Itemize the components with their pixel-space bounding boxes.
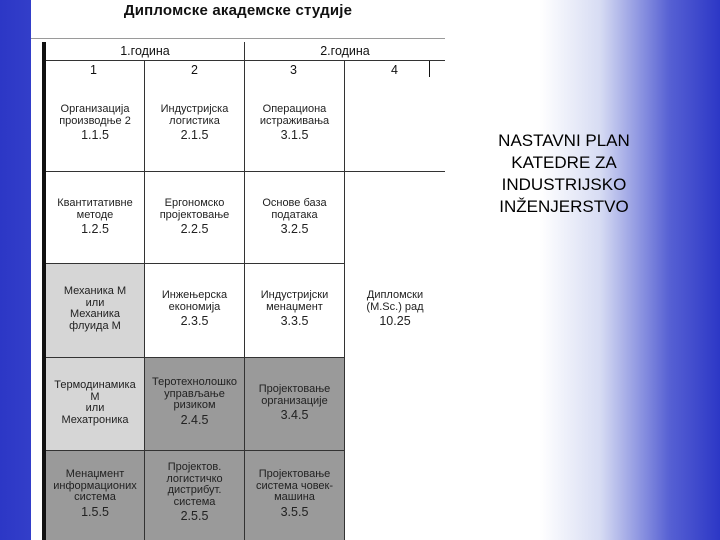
grid-line — [46, 357, 345, 358]
course-code: 2.4.5 — [180, 412, 209, 427]
course-name: Операциона истраживања — [259, 103, 330, 127]
course-code: 3.1.5 — [280, 128, 309, 143]
year-1-header: 1.година — [120, 44, 170, 58]
course-name: Термодинамика М или Мехатроника — [54, 379, 136, 426]
course-code: 3.4.5 — [280, 408, 309, 423]
text-cursor — [429, 61, 430, 77]
course-name: Менаџмент информационих система — [53, 468, 137, 504]
course-cell — [46, 469, 144, 519]
course-code: 1.2.5 — [81, 222, 109, 237]
course-code: 10.25 — [379, 314, 411, 329]
grid-line — [46, 60, 445, 61]
slide-side-title: NASTAVNI PLAN KATEDRE ZA INDUSTRIJSKO INŽENJERSTVO — [498, 131, 630, 216]
course-name: Основе база података — [262, 197, 327, 221]
grid-line — [46, 263, 345, 264]
course-cell — [145, 377, 244, 427]
column-number-2: 2 — [191, 63, 198, 77]
course-code: 3.5.5 — [280, 504, 309, 519]
course-cell — [46, 286, 144, 332]
course-name: Теротехнолошко управљање ризиком — [152, 376, 237, 412]
course-name: Дипломски (M.Sc.) рад — [366, 289, 424, 313]
course-name: Квантитативне методе — [57, 197, 133, 221]
course-cell — [145, 290, 244, 328]
column-number-1: 1 — [90, 63, 97, 77]
course-code: 2.2.5 — [180, 222, 209, 237]
course-name: Индустријска логистика — [160, 103, 229, 127]
course-cell — [46, 198, 144, 236]
table-title: Дипломске академске студије — [123, 2, 353, 19]
course-name: Инжењерска економија — [161, 289, 228, 313]
column-number-4: 4 — [391, 63, 398, 77]
column-number-3: 3 — [290, 63, 297, 77]
course-code: 1.1.5 — [81, 128, 109, 143]
course-name: Индустријски менаџмент — [260, 289, 329, 313]
year-2-header: 2.година — [320, 44, 370, 58]
grid-line — [46, 450, 345, 451]
course-code: 3.3.5 — [280, 314, 309, 329]
course-name: Пројектов. логистичко дистрибут. система — [166, 461, 223, 508]
course-cell — [145, 462, 244, 523]
course-name: Механика М или Механика флуида М — [63, 285, 127, 332]
course-code: 1.5.5 — [81, 504, 109, 519]
course-code: 2.1.5 — [180, 128, 209, 143]
course-code: 2.5.5 — [180, 509, 209, 524]
course-name: Пројектовање организације — [258, 383, 331, 407]
course-cell — [46, 104, 144, 142]
grid-line — [46, 171, 445, 172]
course-cell — [145, 198, 244, 236]
course-name: Ергономско пројектовање — [159, 197, 230, 221]
course-code: 2.3.5 — [180, 314, 209, 329]
course-cell — [245, 104, 344, 142]
course-cell — [245, 384, 344, 422]
course-cell — [46, 380, 144, 426]
course-name: Пројектовање система човек- машина — [255, 468, 334, 504]
course-cell — [145, 104, 244, 142]
course-name: Организација производње 2 — [59, 103, 131, 127]
course-cell — [245, 469, 344, 519]
course-cell — [245, 290, 344, 328]
curriculum-table-image — [31, 0, 445, 540]
title-divider — [31, 38, 445, 39]
course-cell — [345, 290, 445, 328]
course-cell — [245, 198, 344, 236]
course-code: 3.2.5 — [280, 222, 309, 237]
